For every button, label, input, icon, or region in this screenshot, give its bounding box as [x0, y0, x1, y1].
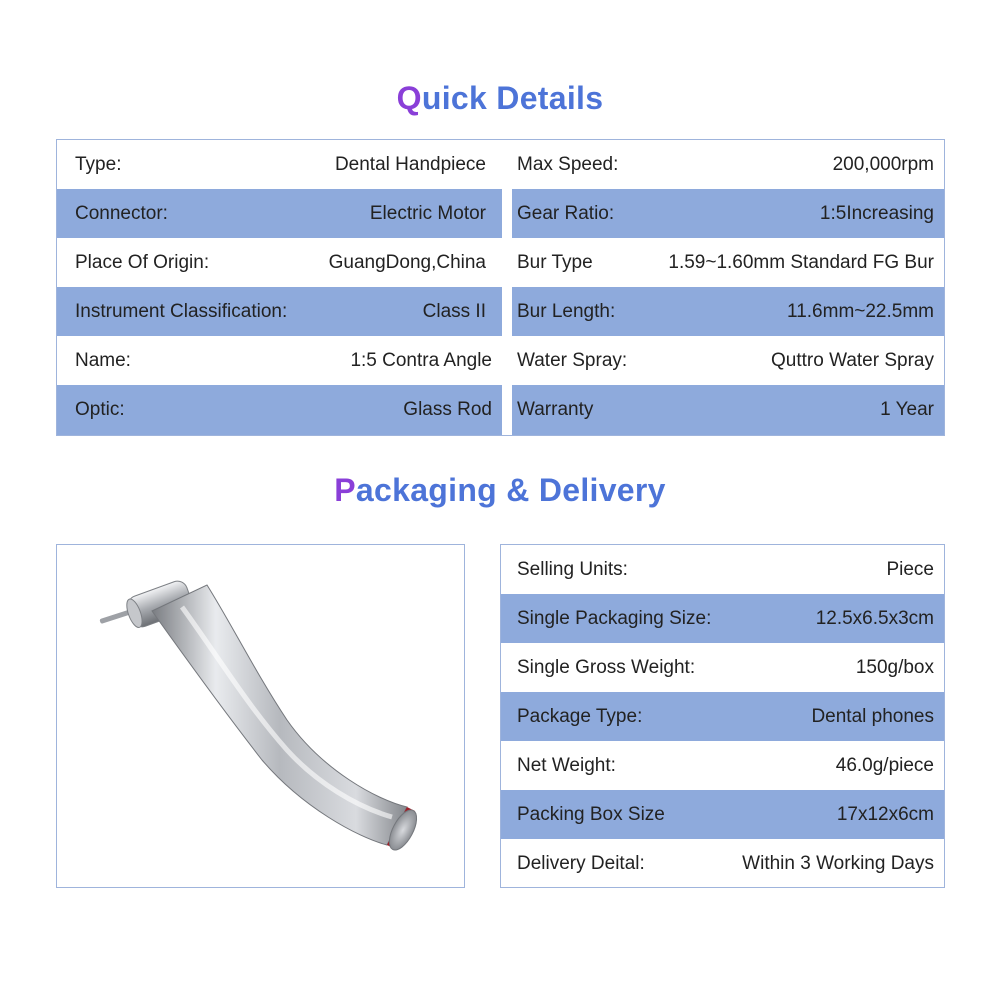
product-image [56, 544, 465, 888]
column-divider [502, 189, 512, 238]
detail-label: Optic: [75, 399, 125, 420]
detail-label: Name: [75, 350, 131, 371]
detail-value: 200,000rpm [832, 154, 934, 175]
packaging-label: Selling Units: [517, 559, 628, 580]
packaging-label: Packing Box Size [517, 804, 665, 825]
detail-value: Class II [422, 301, 486, 322]
detail-value: Quttro Water Spray [771, 350, 934, 371]
detail-value: GuangDong,China [328, 252, 486, 273]
table-row [501, 839, 944, 888]
table-row [57, 385, 944, 435]
packaging-label: Net Weight: [517, 755, 616, 776]
column-divider [502, 287, 512, 336]
detail-value: 1:5Increasing [819, 203, 934, 224]
detail-label: Bur Type [517, 252, 593, 273]
detail-value: Electric Motor [369, 203, 486, 224]
packaging-table [500, 544, 945, 888]
column-divider [502, 238, 512, 287]
packaging-value: Piece [886, 559, 934, 580]
packaging-value: 46.0g/piece [835, 755, 934, 776]
table-row [501, 741, 944, 790]
detail-label: Type: [75, 154, 122, 175]
packaging-label: Single Gross Weight: [517, 657, 696, 678]
detail-label: Instrument Classification: [75, 301, 288, 322]
detail-label: Water Spray: [517, 350, 628, 371]
contra-angle-handpiece-icon [57, 545, 464, 887]
column-divider [502, 385, 512, 435]
column-divider [502, 336, 512, 385]
table-row [57, 336, 944, 385]
detail-label: Warranty [517, 399, 594, 420]
detail-value: Glass Rod [403, 399, 492, 420]
table-row [501, 594, 944, 643]
packaging-value: Dental phones [811, 706, 934, 727]
table-row [501, 643, 944, 692]
packaging-value: 17x12x6cm [836, 804, 934, 825]
packaging-value: 12.5x6.5x3cm [815, 608, 934, 629]
detail-value: 11.6mm~22.5mm [787, 301, 934, 322]
detail-value: 1.59~1.60mm Standard FG Bur [668, 252, 934, 273]
detail-label: Max Speed: [517, 154, 619, 175]
table-row [57, 140, 944, 189]
packaging-delivery-title: Packaging & Delivery [334, 472, 666, 508]
detail-value: 1 Year [880, 399, 934, 420]
detail-label: Bur Length: [517, 301, 616, 322]
table-row [501, 545, 944, 594]
quick-details-table [56, 139, 945, 436]
packaging-value: 150g/box [855, 657, 934, 678]
table-row [57, 287, 944, 336]
detail-value: 1:5 Contra Angle [350, 350, 492, 371]
packaging-label: Single Packaging Size: [517, 608, 712, 629]
packaging-label: Delivery Deital: [517, 853, 645, 874]
table-row [57, 189, 944, 238]
detail-label: Place Of Origin: [75, 252, 210, 273]
detail-label: Connector: [75, 203, 168, 224]
detail-value: Dental Handpiece [334, 154, 486, 175]
detail-label: Gear Ratio: [517, 203, 615, 224]
packaging-value: Within 3 Working Days [742, 853, 934, 874]
column-divider [502, 140, 512, 189]
quick-details-title: Quick Details [396, 80, 604, 116]
packaging-label: Package Type: [517, 706, 643, 727]
table-row [57, 238, 944, 287]
table-row [501, 790, 944, 839]
table-row [501, 692, 944, 741]
